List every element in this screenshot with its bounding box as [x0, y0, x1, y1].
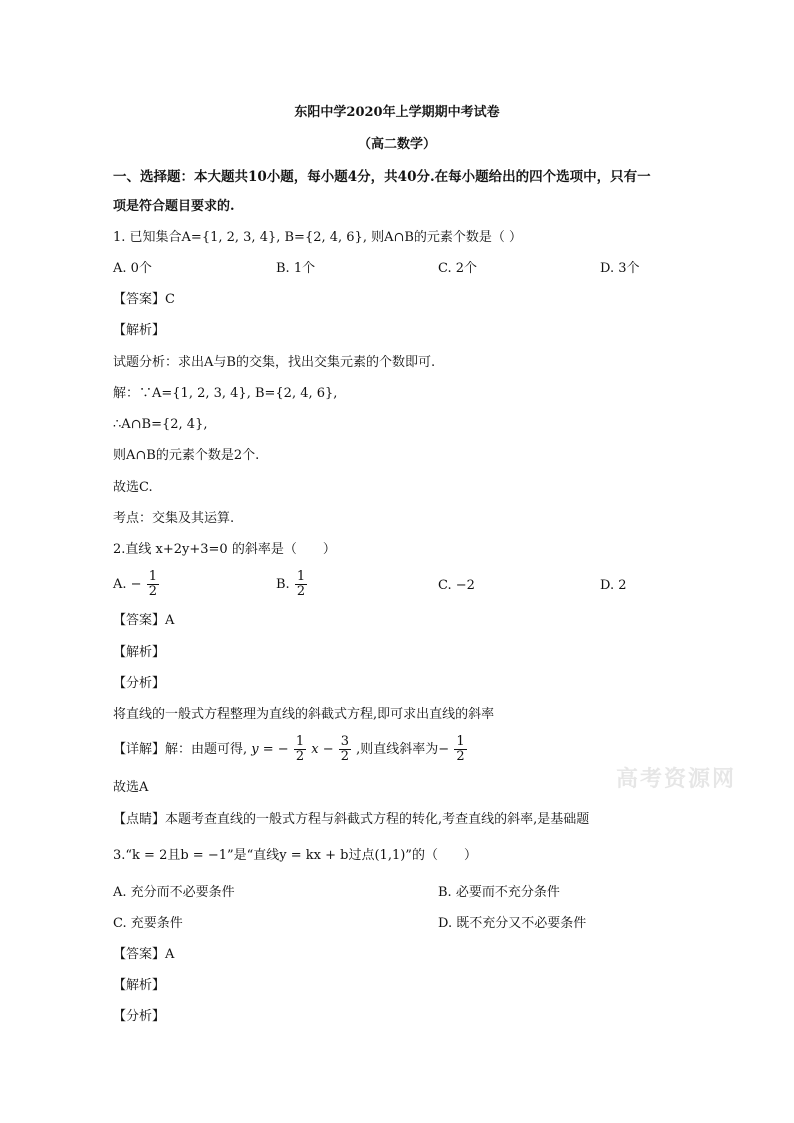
fraction-denominator: 2 [295, 749, 305, 764]
q1-line-2: 解：∵A={1, 2, 3, 4}, B={2, 4, 6}, [113, 386, 338, 401]
q2-detail-fraction-3 [454, 735, 466, 764]
q2-option-b [276, 570, 308, 599]
q2-fenxi-text: 将直线的一般式方程整理为直线的斜截式方程,即可求出直线的斜率 [113, 707, 495, 722]
q2-option-a [113, 570, 160, 599]
q2-conclusion: 故选A [113, 780, 149, 795]
q3-stem: 3.“k = 2且b = −1”是“直线y = kx + b过点(1,1)”的（ ） [113, 848, 477, 863]
q1-analysis-label: 【解析】 [113, 323, 166, 338]
fraction-numerator: 3 [340, 734, 350, 749]
q2-answer: 【答案】A [113, 613, 175, 628]
fraction-denominator: 2 [148, 584, 157, 599]
q1-line-4: 则A∩B的元素个数是2个. [113, 448, 260, 463]
watermark: 高考资源网 [616, 766, 737, 792]
q2-option-b-label: B. [276, 577, 290, 592]
q2-detail-eq: y = − [251, 742, 289, 757]
q3-fenxi-label: 【分析】 [113, 1009, 166, 1024]
q2-analysis-label: 【解析】 [113, 645, 166, 660]
q1-option-a: A. 0个 [113, 261, 152, 276]
q1-option-c: C. 2个 [438, 261, 478, 276]
q2-detail-prefix: 【详解】解：由题可得, [113, 742, 248, 757]
q3-option-b: B. 必要而不充分条件 [438, 885, 560, 900]
q2-fenxi-label: 【分析】 [113, 676, 166, 691]
fraction-denominator: 2 [296, 584, 306, 599]
q3-option-d: D. 既不充分又不必要条件 [438, 916, 587, 931]
q2-detail [113, 735, 468, 764]
q1-stem: 1. 已知集合A={1, 2, 3, 4}, B={2, 4, 6}, 则A∩B的元素个数是（ ） [113, 230, 523, 245]
fraction-numerator: 1 [456, 734, 465, 749]
section-heading: 一、选择题：本大题共10小题，每小题4分，共40分.在每小题给出的四个选项中，只有一 [113, 169, 651, 185]
q3-answer: 【答案】A [113, 947, 175, 962]
q2-option-a-fraction [147, 570, 159, 599]
q1-line-3: ∴A∩B={2, 4}, [113, 417, 208, 432]
fraction-numerator: 1 [148, 569, 157, 584]
fraction-numerator: 1 [296, 569, 306, 584]
fraction-denominator: 2 [340, 749, 350, 764]
q2-stem: 2.直线 x+2y+3=0 的斜率是（ ） [113, 542, 336, 557]
exam-subtitle: （高二数学） [357, 137, 436, 152]
exam-title: 东阳中学2020年上学期期中考试卷 [294, 105, 500, 120]
q1-line-5: 故选C. [113, 480, 153, 495]
q2-option-a-label: A. [113, 577, 127, 592]
q2-dianjing: 【点睛】本题考查直线的一般式方程与斜截式方程的转化,考查直线的斜率,是基础题 [113, 812, 590, 827]
q1-option-d: D. 3个 [600, 261, 640, 276]
q1-line-6: 考点：交集及其运算. [113, 511, 235, 526]
q1-answer: 【答案】C [113, 292, 175, 307]
q3-option-a: A. 充分而不必要条件 [113, 885, 235, 900]
q2-option-b-fraction [295, 570, 307, 599]
q2-detail-fraction-1 [294, 735, 306, 764]
q2-detail-fraction-2 [339, 735, 351, 764]
q2-option-a-sign: − [130, 577, 142, 592]
q1-line-1: 试题分析：求出A与B的交集，找出交集元素的个数即可. [113, 355, 436, 370]
q3-analysis-label: 【解析】 [113, 978, 166, 993]
q1-option-b: B. 1个 [276, 261, 316, 276]
fraction-numerator: 1 [295, 734, 305, 749]
fraction-denominator: 2 [456, 749, 465, 764]
q2-detail-mid: ,则直线斜率为− [356, 742, 450, 757]
q2-option-c: C. −2 [438, 578, 475, 593]
q3-option-c: C. 充要条件 [113, 916, 183, 931]
q2-detail-x: x − [311, 742, 334, 757]
q2-option-d: D. 2 [600, 578, 627, 593]
section-heading-cont: 项是符合题目要求的. [113, 199, 235, 214]
